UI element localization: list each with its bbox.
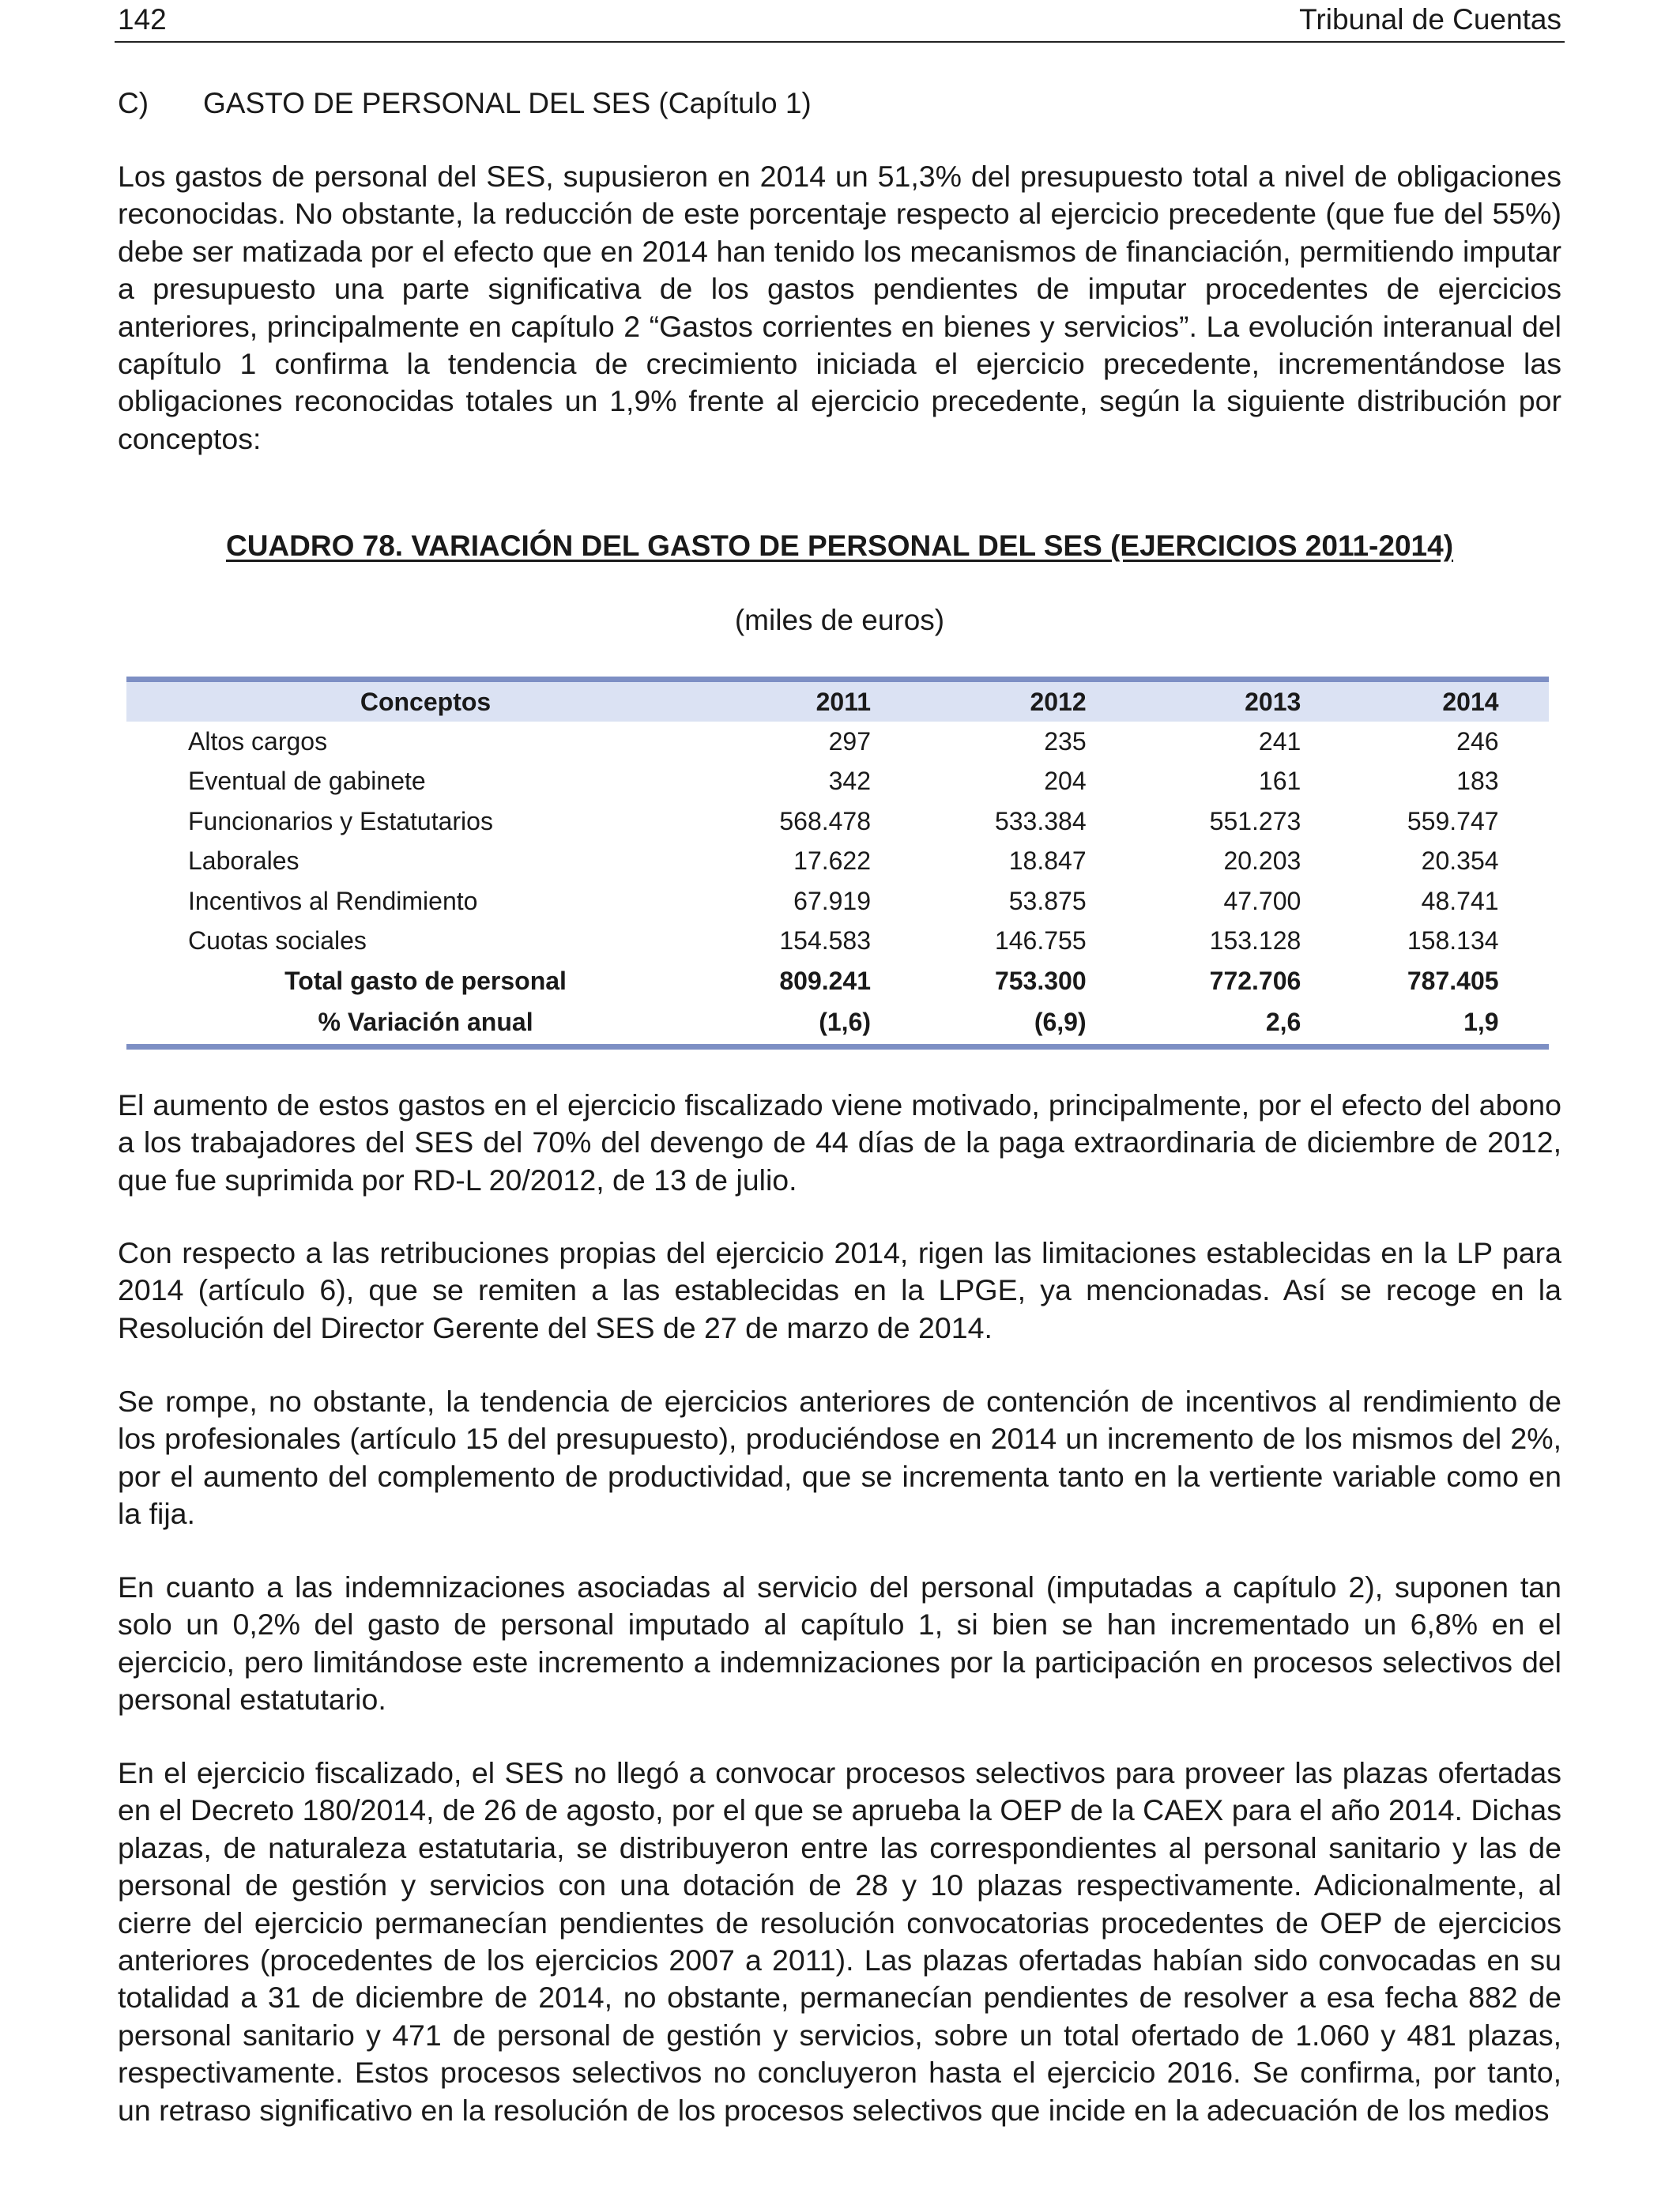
cell-value: 568.478 [779,806,872,835]
cell-value: 20.203 [1223,846,1301,876]
row-label: Cuotas sociales [188,926,367,956]
cell-value: 48.741 [1421,886,1499,915]
cell-value: 204 [1044,767,1087,796]
section-title: GASTO DE PERSONAL DEL SES (Capítulo 1) [203,87,812,119]
header-2012: 2012 [1030,687,1087,716]
cell-value: 533.384 [994,806,1087,835]
variation-value: (1,6) [819,1008,872,1036]
row-label: Funcionarios y Estatutarios [188,806,493,835]
total-value: 809.241 [779,966,872,995]
variation-value: 1,9 [1463,1008,1499,1036]
table-row [126,922,1549,962]
section-heading [118,87,812,120]
paragraph-increase-reason: El aumento de estos gastos en el ejercicio fiscalizado viene motivado, principalmente, por el efecto del abono a los trabajadores del SES del 70% del devengo de 44 días de la paga extraordinaria de diciembre de 2012, que fue suprimida por RD-L 20/2012, de 13 de julio. [118,1088,1561,1197]
variation-label: % Variación anual [318,1008,533,1036]
cell-value: 342 [828,767,872,796]
section-letter: C) [118,87,149,119]
cell-value: 154.583 [779,926,872,956]
paragraph-selective-processes: En el ejercicio fiscalizado, el SES no llegó a convocar procesos selectivos para proveer las plazas ofertadas en el Decreto 180/2014, de 26 de agosto, por el que se aprueba la OEP de la CAEX para el año 2014. Dichas plazas, de naturaleza estatutaria, se distribuyeron entre las correspondientes al personal sanitario y las de personal de gestión y servicios con una dotación de 28 y 10 plazas respectivamente. Adicionalmente, al cierre del ejercicio permanecían pendientes de resolución convocatorias procedentes de OEP de ejercicios anteriores (procedentes de los ejercicios 2007 a 2011). Las plazas ofertadas habían sido convocadas en su totalidad a 31 de diciembre de 2014, no obstante, permanecían pendientes de resolver a esa fecha 882 de personal sanitario y 471 de personal de gestión y servicios, sobre un total ofertado de 1.060 y 481 plazas, respectivamente. Estos procesos selectivos no concluyeron hasta el ejercicio 2016. Se confirma, por tanto, un retraso significativo en la resolución de los procesos selectivos que incide en la adecuación de los medios [118,1756,1561,2127]
table-row [126,801,1549,842]
cell-value: 235 [1044,726,1087,756]
table-row [126,842,1549,882]
paragraph-incentives: Se rompe, no obstante, la tendencia de ejercicios anteriores de contención de incentivos al rendimiento de los profesionales (artículo 15 del presupuesto), produciéndose en 2014 un incremento de los mismos del 2%, por el aumento del complemento de productividad, que se incrementa tanto en la vertiente variable como en la fija. [118,1385,1561,1531]
row-label: Altos cargos [188,726,328,756]
cell-value: 67.919 [793,886,872,915]
paragraph-remuneration-limits: Con respecto a las retribuciones propias del ejercicio 2014, rigen las limitaciones establecidas en la LP para 2014 (artículo 6), que se remiten a las establecidas en la LPGE, ya mencionadas. Así se recoge en la Resolución del Director Gerente del SES de 27 de marzo de 2014. [118,1236,1561,1344]
variation-value: (6,9) [1034,1008,1087,1036]
paragraph-intro: Los gastos de personal del SES, supusieron en 2014 un 51,3% del presupuesto total a nivel de obligaciones reconocidas. No obstante, la reducción de este porcentaje respecto al ejercicio precedente (que fue del 55%) debe ser matizada por el efecto que en 2014 han tenido los mecanismos de financiación, permitiendo imputar a presupuesto una parte significativa de los gastos pendientes de imputar procedentes de ejercicios anteriores, principalmente en capítulo 2 “Gastos corrientes en bienes y servicios”. La evolución interanual del capítulo 1 confirma la tendencia de crecimiento iniciada el ejercicio precedente, incrementándose las obligaciones reconocidas totales un 1,9% frente al ejercicio precedente, según la siguiente distribución por conceptos: [118,160,1561,455]
table-title: CUADRO 78. VARIACIÓN DEL GASTO DE PERSONAL DEL SES (EJERCICIOS 2011-2014) [225,530,1454,562]
total-value: 772.706 [1209,966,1301,995]
cell-value: 153.128 [1209,926,1301,956]
header-organization: Tribunal de Cuentas [1299,3,1561,36]
personnel-expense-table [126,677,1549,1050]
variation-value: 2,6 [1265,1008,1301,1036]
cell-value: 18.847 [1008,846,1087,876]
page-number: 142 [118,3,167,36]
total-value: 753.300 [994,966,1087,995]
header-2011: 2011 [816,687,872,716]
cell-value: 551.273 [1209,806,1301,835]
cell-value: 146.755 [994,926,1087,956]
row-label: Eventual de gabinete [188,767,426,796]
cell-value: 241 [1258,726,1301,756]
cell-value: 559.747 [1407,806,1499,835]
total-label: Total gasto de personal [284,966,567,995]
cell-value: 47.700 [1223,886,1301,915]
cell-value: 17.622 [793,846,872,876]
cell-value: 158.134 [1407,926,1499,956]
row-label: Laborales [188,846,299,876]
row-label: Incentivos al Rendimiento [188,886,478,915]
table-header-row [126,682,1549,722]
table-row [126,881,1549,922]
table-row [126,722,1549,762]
cell-value: 20.354 [1421,846,1499,876]
table-units: (miles de euros) [734,604,945,636]
table-variation-row [126,1001,1549,1044]
cell-value: 183 [1456,767,1499,796]
cell-value: 246 [1456,726,1499,756]
total-value: 787.405 [1407,966,1499,995]
header-conceptos: Conceptos [360,687,492,716]
header-2013: 2013 [1245,687,1301,716]
cell-value: 161 [1258,767,1301,796]
table-total-row [126,961,1549,1001]
cell-value: 297 [828,726,872,756]
data-table [126,682,1549,1044]
page-header [115,0,1565,43]
cell-value: 53.875 [1008,886,1087,915]
header-2014: 2014 [1442,687,1499,716]
paragraph-indemnities: En cuanto a las indemnizaciones asociadas al servicio del personal (imputadas a capítulo 2), suponen tan solo un 0,2% del gasto de personal imputado al capítulo 1, si bien se han incrementado un 6,8% en el ejercicio, pero limitándose este incremento a indemnizaciones por la participación en procesos selectivos del personal estatutario. [118,1570,1561,1717]
table-row [126,762,1549,802]
